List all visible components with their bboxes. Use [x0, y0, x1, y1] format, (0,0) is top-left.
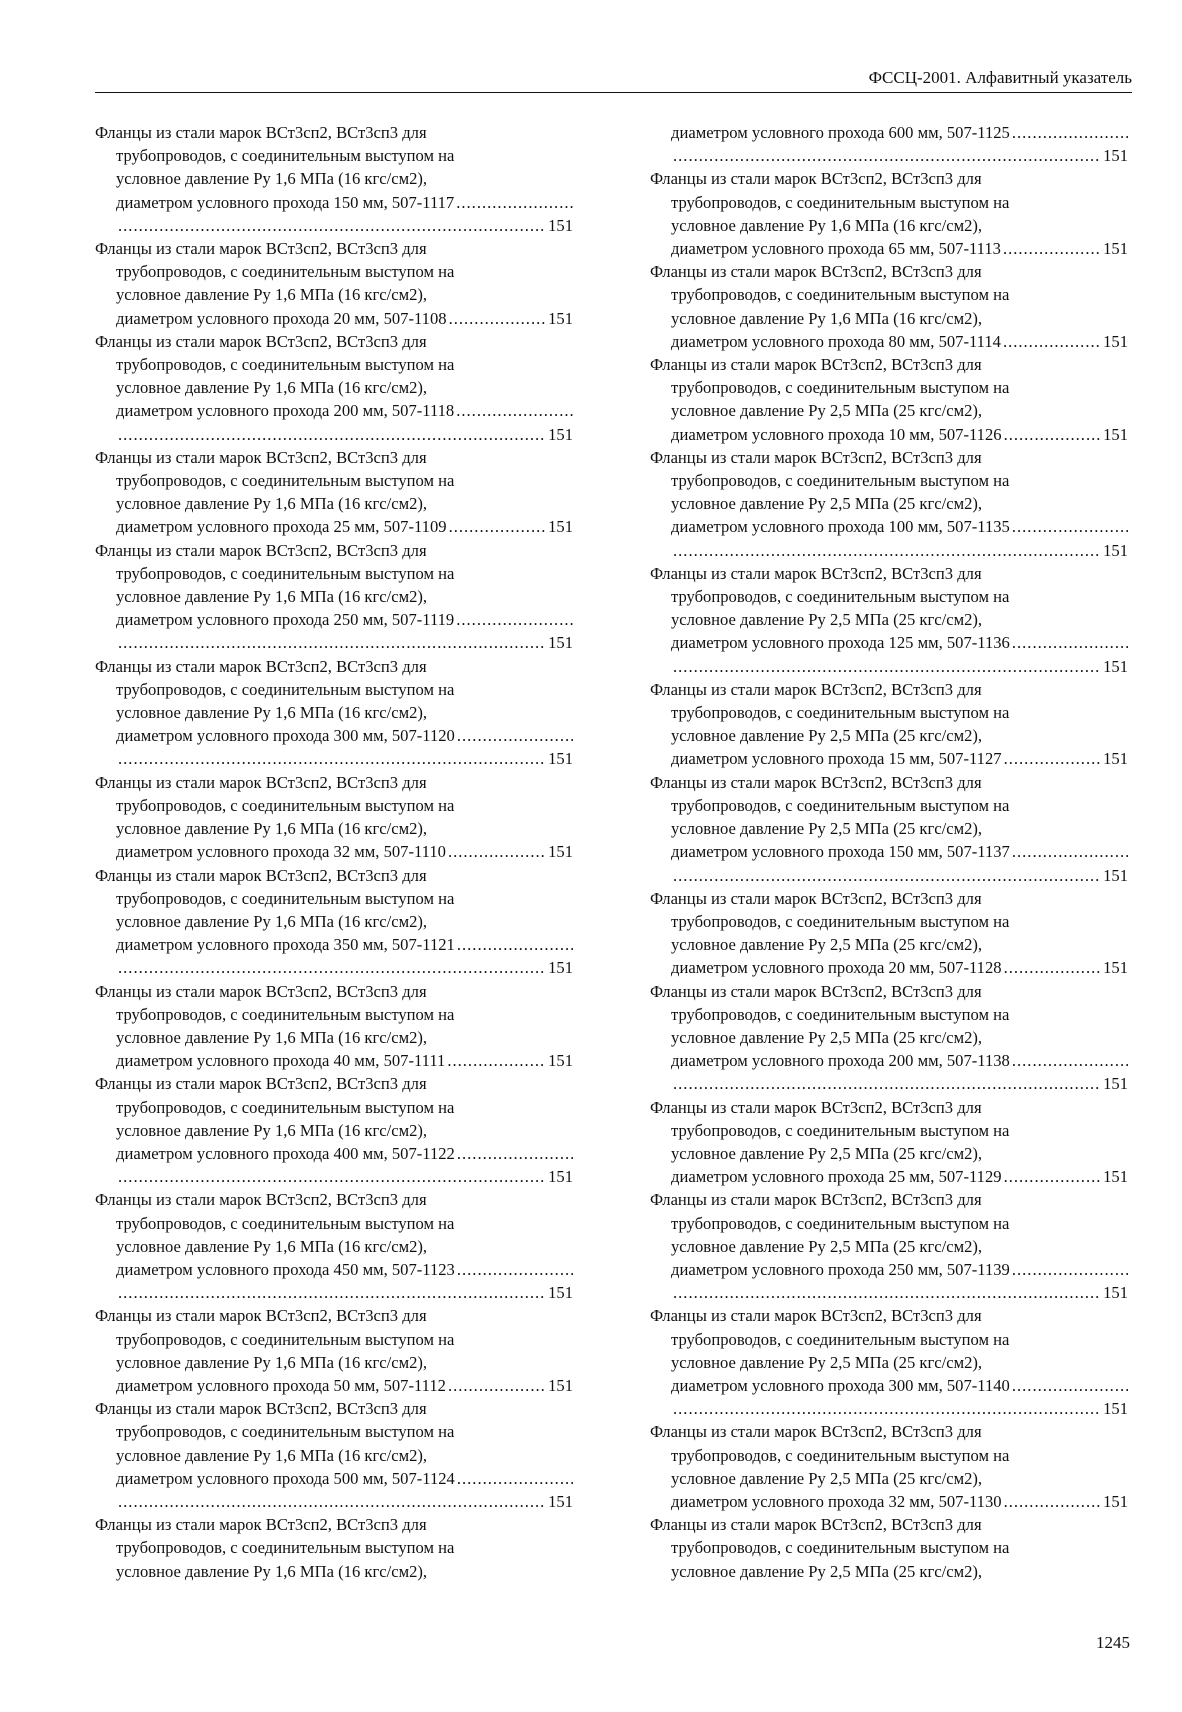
entry-line: условное давление Ру 2,5 МПа (25 кгс/см2),: [671, 935, 983, 955]
entry-tail-line: [95, 724, 573, 747]
entry-tail-line: [650, 515, 1128, 538]
entry-heading: Фланцы из стали марок ВСт3сп2, ВСт3сп3 для: [650, 169, 982, 189]
page-number: 1245: [1096, 1633, 1130, 1652]
entry-page-ref: 151: [1103, 424, 1128, 444]
entry-heading: Фланцы из стали марок ВСт3сп2, ВСт3сп3 для: [95, 239, 427, 259]
entry-heading: Фланцы из стали марок ВСт3сп2, ВСт3сп3 для: [650, 355, 982, 375]
entry-tail-line: [650, 237, 1128, 260]
entry-page-line: [650, 144, 1128, 167]
header-rule: [95, 92, 1132, 93]
dot-leader: [445, 1049, 546, 1072]
entry-tail-text: диаметром условного прохода 600 мм, 507-1125: [671, 123, 1010, 142]
entry-line: условное давление Ру 2,5 МПа (25 кгс/см2),: [671, 819, 983, 839]
entry-line: условное давление Ру 1,6 МПа (16 кгс/см2),: [116, 819, 428, 839]
entry-tail-line: [95, 933, 573, 956]
entry-tail-text: диаметром условного прохода 80 мм, 507-1114: [671, 331, 1001, 351]
index-entry: [650, 1096, 1128, 1189]
entry-tail-text: диаметром условного прохода 350 мм, 507-1121: [116, 935, 455, 955]
entry-tail-text: диаметром условного прохода 200 мм, 507-1118: [116, 401, 455, 421]
entry-tail-text: диаметром условного прохода 50 мм, 507-1112: [116, 1375, 446, 1395]
entry-tail-line: [95, 307, 573, 330]
entry-tail-text: диаметром условного прохода 400 мм, 507-1122: [116, 1143, 455, 1163]
dot-leader: [446, 840, 546, 863]
index-entry: [650, 678, 1128, 771]
entry-tail-text: диаметром условного прохода 300 мм, 507-1140: [671, 1375, 1010, 1395]
entry-line: трубопроводов, с соединительным выступом на: [671, 1213, 1010, 1233]
entry-line: трубопроводов, с соединительным выступом на: [671, 471, 1010, 491]
entry-heading: Фланцы из стали марок ВСт3сп2, ВСт3сп3 для: [95, 1399, 427, 1419]
entry-line: условное давление Ру 1,6 МПа (16 кгс/см2),: [116, 1445, 428, 1465]
index-entry: [95, 330, 573, 446]
dot-leader: [116, 747, 546, 770]
entry-tail-text: диаметром условного прохода 200 мм, 507-1138: [671, 1051, 1010, 1071]
entry-tail-text: диаметром условного прохода 32 мм, 507-1110: [116, 842, 446, 862]
entry-heading: Фланцы из стали марок ВСт3сп2, ВСт3сп3 для: [95, 123, 427, 142]
index-entry: [95, 771, 573, 864]
running-header: ФССЦ-2001. Алфавитный указатель: [868, 68, 1132, 87]
entry-line: трубопроводов, с соединительным выступом на: [116, 471, 455, 491]
index-entry: [95, 1072, 573, 1188]
entry-heading: Фланцы из стали марок ВСт3сп2, ВСт3сп3 для: [650, 679, 982, 699]
entry-tail-text: диаметром условного прохода 125 мм, 507-1136: [671, 633, 1010, 653]
dot-leader: [1010, 1374, 1128, 1397]
dot-leader: [671, 1072, 1101, 1095]
entry-line: трубопроводов, с соединительным выступом на: [116, 1538, 455, 1558]
entry-tail-line: [650, 121, 1128, 144]
index-entry: [650, 980, 1128, 1096]
index-entry: [650, 1513, 1128, 1583]
entry-line: условное давление Ру 1,6 МПа (16 кгс/см2),: [116, 1561, 428, 1581]
entry-page-ref: 151: [1103, 656, 1128, 676]
entry-page-line: [95, 1165, 573, 1188]
index-entry: [650, 353, 1128, 446]
entry-page-line: [95, 631, 573, 654]
entry-tail-line: [650, 956, 1128, 979]
entry-line: условное давление Ру 2,5 МПа (25 кгс/см2),: [671, 1027, 983, 1047]
index-entry: [95, 864, 573, 980]
dot-leader: [1002, 423, 1102, 446]
index-entry: [95, 446, 573, 539]
index-entry: [95, 655, 573, 771]
entry-tail-text: диаметром условного прохода 25 мм, 507-1129: [671, 1167, 1002, 1187]
entry-page-ref: 151: [1103, 1399, 1128, 1419]
entry-page-line: [650, 1072, 1128, 1095]
dot-leader: [447, 307, 547, 330]
dot-leader: [1010, 121, 1128, 144]
entry-heading: Фланцы из стали марок ВСт3сп2, ВСт3сп3 для: [650, 1515, 982, 1535]
entry-line: условное давление Ру 2,5 МПа (25 кгс/см2),: [671, 494, 983, 514]
index-entry: [650, 887, 1128, 980]
dot-leader: [1010, 840, 1128, 863]
dot-leader: [446, 1374, 546, 1397]
entry-line: трубопроводов, с соединительным выступом на: [671, 1120, 1010, 1140]
entry-tail-text: диаметром условного прохода 20 мм, 507-1108: [116, 308, 447, 328]
entry-tail-text: диаметром условного прохода 25 мм, 507-1109: [116, 517, 447, 537]
entry-page-line: [650, 1281, 1128, 1304]
index-entry: [95, 237, 573, 330]
entry-line: условное давление Ру 2,5 МПа (25 кгс/см2),: [671, 1236, 983, 1256]
entry-tail-text: диаметром условного прохода 150 мм, 507-1137: [671, 842, 1010, 862]
entry-line: условное давление Ру 1,6 МПа (16 кгс/см2),: [116, 911, 428, 931]
entry-page-ref: 151: [548, 1375, 573, 1395]
entry-page-ref: 151: [548, 517, 573, 537]
dot-leader: [455, 1467, 573, 1490]
entry-heading: Фланцы из стали марок ВСт3сп2, ВСт3сп3 для: [95, 447, 427, 467]
entry-page-ref: 151: [548, 215, 573, 235]
dot-leader: [116, 956, 546, 979]
dot-leader: [671, 864, 1101, 887]
entry-line: трубопроводов, с соединительным выступом на: [116, 1097, 455, 1117]
dot-leader: [671, 655, 1101, 678]
entry-page-ref: 151: [548, 424, 573, 444]
dot-leader: [1002, 747, 1102, 770]
entry-heading: Фланцы из стали марок ВСт3сп2, ВСт3сп3 для: [650, 888, 982, 908]
entry-tail-line: [95, 399, 573, 422]
entry-page-line: [650, 1397, 1128, 1420]
dot-leader: [116, 1490, 546, 1513]
entry-heading: Фланцы из стали марок ВСт3сп2, ВСт3сп3 для: [650, 262, 982, 282]
entry-line: трубопроводов, с соединительным выступом на: [671, 587, 1010, 607]
entry-heading: Фланцы из стали марок ВСт3сп2, ВСт3сп3 для: [95, 540, 427, 560]
entry-tail-line: [95, 1258, 573, 1281]
entry-tail-text: диаметром условного прохода 250 мм, 507-1139: [671, 1259, 1010, 1279]
dot-leader: [1002, 1165, 1102, 1188]
dot-leader: [116, 631, 546, 654]
entry-page-line: [650, 864, 1128, 887]
entry-page-ref: 151: [548, 1051, 573, 1071]
dot-leader: [116, 1165, 546, 1188]
entry-line: трубопроводов, с соединительным выступом на: [116, 795, 455, 815]
entry-line: трубопроводов, с соединительным выступом на: [116, 888, 455, 908]
entry-heading: Фланцы из стали марок ВСт3сп2, ВСт3сп3 для: [95, 1515, 427, 1535]
index-entry: [650, 121, 1128, 167]
entry-page-ref: 151: [548, 308, 573, 328]
dot-leader: [447, 515, 547, 538]
dot-leader: [455, 933, 573, 956]
entry-tail-line: [650, 840, 1128, 863]
entry-heading: Фланцы из стали марок ВСт3сп2, ВСт3сп3 для: [95, 1306, 427, 1326]
index-entry: [650, 771, 1128, 887]
dot-leader: [671, 1397, 1101, 1420]
entry-line: трубопроводов, с соединительным выступом на: [116, 1213, 455, 1233]
dot-leader: [454, 191, 573, 214]
dot-leader: [455, 1258, 573, 1281]
entry-line: условное давление Ру 1,6 МПа (16 кгс/см2),: [671, 308, 983, 328]
index-entry: [95, 121, 573, 237]
entry-page-ref: 151: [548, 842, 573, 862]
entry-line: трубопроводов, с соединительным выступом на: [671, 192, 1010, 212]
entry-page-ref: 151: [548, 1283, 573, 1303]
entry-heading: Фланцы из стали марок ВСт3сп2, ВСт3сп3 для: [95, 331, 427, 351]
entry-line: трубопроводов, с соединительным выступом на: [116, 146, 455, 166]
entry-page-ref: 151: [1103, 1491, 1128, 1511]
entry-tail-line: [650, 1490, 1128, 1513]
dot-leader: [1010, 1258, 1128, 1281]
entry-line: трубопроводов, с соединительным выступом на: [116, 563, 455, 583]
entry-tail-text: диаметром условного прохода 15 мм, 507-1127: [671, 749, 1002, 769]
index-entry: [650, 562, 1128, 678]
entry-heading: Фланцы из стали марок ВСт3сп2, ВСт3сп3 для: [650, 981, 982, 1001]
entry-page-line: [95, 423, 573, 446]
entry-line: условное давление Ру 1,6 МПа (16 кгс/см2),: [116, 169, 428, 189]
entry-line: условное давление Ру 2,5 МПа (25 кгс/см2),: [671, 1468, 983, 1488]
entry-tail-line: [650, 631, 1128, 654]
dot-leader: [671, 539, 1101, 562]
entry-tail-text: диаметром условного прохода 65 мм, 507-1113: [671, 239, 1001, 259]
entry-page-line: [650, 539, 1128, 562]
entry-tail-text: диаметром условного прохода 150 мм, 507-1117: [116, 192, 455, 212]
dot-leader: [116, 423, 546, 446]
dot-leader: [1001, 237, 1101, 260]
entry-line: условное давление Ру 1,6 МПа (16 кгс/см2),: [116, 494, 428, 514]
entry-line: трубопроводов, с соединительным выступом на: [671, 911, 1010, 931]
dot-leader: [1010, 515, 1128, 538]
entry-line: условное давление Ру 1,6 МПа (16 кгс/см2),: [116, 1120, 428, 1140]
entry-line: трубопроводов, с соединительным выступом на: [671, 378, 1010, 398]
entry-heading: Фланцы из стали марок ВСт3сп2, ВСт3сп3 для: [650, 1190, 982, 1210]
dot-leader: [671, 144, 1101, 167]
entry-heading: Фланцы из стали марок ВСт3сп2, ВСт3сп3 для: [650, 563, 982, 583]
entry-line: условное давление Ру 1,6 МПа (16 кгс/см2),: [116, 1236, 428, 1256]
entry-line: условное давление Ру 1,6 МПа (16 кгс/см2),: [116, 378, 428, 398]
entry-page-ref: 151: [548, 1491, 573, 1511]
entry-line: трубопроводов, с соединительным выступом на: [671, 1329, 1010, 1349]
entry-page-ref: 151: [1103, 1167, 1128, 1187]
entry-tail-line: [95, 608, 573, 631]
dot-leader: [454, 399, 573, 422]
entry-heading: Фланцы из стали марок ВСт3сп2, ВСт3сп3 для: [650, 447, 982, 467]
entry-heading: Фланцы из стали марок ВСт3сп2, ВСт3сп3 для: [650, 1097, 982, 1117]
index-entry: [95, 1513, 573, 1583]
entry-line: условное давление Ру 2,5 МПа (25 кгс/см2),: [671, 401, 983, 421]
entry-tail-text: диаметром условного прохода 32 мм, 507-1130: [671, 1491, 1002, 1511]
entry-heading: Фланцы из стали марок ВСт3сп2, ВСт3сп3 для: [95, 656, 427, 676]
entry-page-line: [95, 1281, 573, 1304]
index-entry: [95, 980, 573, 1073]
entry-line: условное давление Ру 1,6 МПа (16 кгс/см2),: [116, 285, 428, 305]
entry-heading: Фланцы из стали марок ВСт3сп2, ВСт3сп3 для: [95, 1074, 427, 1094]
entry-tail-line: [95, 515, 573, 538]
entry-line: трубопроводов, с соединительным выступом на: [116, 1004, 455, 1024]
entry-tail-line: [95, 840, 573, 863]
entry-page-ref: 151: [1103, 331, 1128, 351]
entry-heading: Фланцы из стали марок ВСт3сп2, ВСт3сп3 для: [650, 772, 982, 792]
entry-tail-line: [95, 1049, 573, 1072]
index-entry: [650, 1188, 1128, 1304]
entry-heading: Фланцы из стали марок ВСт3сп2, ВСт3сп3 для: [650, 1306, 982, 1326]
entry-line: условное давление Ру 2,5 МПа (25 кгс/см2),: [671, 1352, 983, 1372]
entry-tail-text: диаметром условного прохода 40 мм, 507-1111: [116, 1051, 446, 1071]
entry-line: трубопроводов, с соединительным выступом на: [116, 679, 455, 699]
entry-line: трубопроводов, с соединительным выступом на: [116, 1329, 455, 1349]
dot-leader: [1002, 956, 1102, 979]
entry-page-ref: 151: [1103, 1074, 1128, 1094]
entry-page-ref: 151: [1103, 1283, 1128, 1303]
entry-heading: Фланцы из стали марок ВСт3сп2, ВСт3сп3 для: [95, 1190, 427, 1210]
entry-page-line: [95, 1490, 573, 1513]
entry-tail-line: [650, 1258, 1128, 1281]
entry-line: условное давление Ру 2,5 МПа (25 кгс/см2),: [671, 610, 983, 630]
entry-line: условное давление Ру 1,6 МПа (16 кгс/см2),: [116, 587, 428, 607]
entry-tail-line: [95, 1374, 573, 1397]
index-entry: [650, 446, 1128, 562]
entry-tail-line: [95, 191, 573, 214]
entry-page-ref: 151: [1103, 958, 1128, 978]
entry-tail-line: [650, 1049, 1128, 1072]
entry-tail-text: диаметром условного прохода 300 мм, 507-1120: [116, 726, 455, 746]
entry-line: трубопроводов, с соединительным выступом на: [116, 262, 455, 282]
entry-line: условное давление Ру 2,5 МПа (25 кгс/см2),: [671, 1561, 983, 1581]
entry-tail-text: диаметром условного прохода 450 мм, 507-1123: [116, 1259, 455, 1279]
index-entry: [650, 1420, 1128, 1513]
entry-page-line: [650, 655, 1128, 678]
entry-tail-line: [650, 1165, 1128, 1188]
dot-leader: [1010, 1049, 1128, 1072]
entry-page-ref: 151: [548, 633, 573, 653]
entry-heading: Фланцы из стали марок ВСт3сп2, ВСт3сп3 для: [95, 772, 427, 792]
index-entry: [95, 1304, 573, 1397]
entry-tail-line: [650, 747, 1128, 770]
entry-tail-text: диаметром условного прохода 250 мм, 507-1119: [116, 610, 455, 630]
entry-line: трубопроводов, с соединительным выступом на: [671, 285, 1010, 305]
entry-tail-line: [95, 1467, 573, 1490]
entry-page-ref: 151: [1103, 540, 1128, 560]
dot-leader: [671, 1281, 1101, 1304]
entry-line: условное давление Ру 1,6 МПа (16 кгс/см2),: [671, 215, 983, 235]
index-column-right: [650, 121, 1128, 1583]
entry-page-ref: 151: [548, 1167, 573, 1187]
entry-line: трубопроводов, с соединительным выступом на: [116, 1422, 455, 1442]
entry-page-ref: 151: [1103, 146, 1128, 166]
index-entry: [95, 1397, 573, 1513]
entry-heading: Фланцы из стали марок ВСт3сп2, ВСт3сп3 для: [95, 865, 427, 885]
entry-page-line: [95, 956, 573, 979]
entry-tail-line: [650, 1374, 1128, 1397]
entry-tail-line: [650, 423, 1128, 446]
entry-line: условное давление Ру 1,6 МПа (16 кгс/см2),: [116, 1352, 428, 1372]
entry-line: трубопроводов, с соединительным выступом на: [671, 795, 1010, 815]
entry-line: трубопроводов, с соединительным выступом на: [671, 1445, 1010, 1465]
dot-leader: [116, 214, 546, 237]
entry-page-ref: 151: [548, 749, 573, 769]
entry-page-line: [95, 747, 573, 770]
entry-heading: Фланцы из стали марок ВСт3сп2, ВСт3сп3 для: [650, 1422, 982, 1442]
index-entry: [95, 539, 573, 655]
dot-leader: [1002, 1490, 1102, 1513]
entry-tail-text: диаметром условного прохода 20 мм, 507-1128: [671, 958, 1002, 978]
entry-page-ref: 151: [548, 958, 573, 978]
index-entry: [650, 1304, 1128, 1420]
entry-tail-line: [650, 330, 1128, 353]
entry-page-ref: 151: [1103, 749, 1128, 769]
entry-tail-text: диаметром условного прохода 500 мм, 507-1124: [116, 1468, 455, 1488]
entry-page-ref: 151: [1103, 239, 1128, 259]
entry-heading: Фланцы из стали марок ВСт3сп2, ВСт3сп3 для: [95, 981, 427, 1001]
entry-line: трубопроводов, с соединительным выступом на: [671, 1538, 1010, 1558]
dot-leader: [455, 724, 573, 747]
entry-page-line: [95, 214, 573, 237]
index-column-left: [95, 121, 573, 1583]
entry-line: условное давление Ру 2,5 МПа (25 кгс/см2),: [671, 726, 983, 746]
entry-page-ref: 151: [1103, 865, 1128, 885]
index-entry: [650, 167, 1128, 260]
entry-tail-text: диаметром условного прохода 100 мм, 507-1135: [671, 517, 1010, 537]
entry-line: условное давление Ру 1,6 МПа (16 кгс/см2),: [116, 1027, 428, 1047]
entry-line: условное давление Ру 2,5 МПа (25 кгс/см2),: [671, 1143, 983, 1163]
index-entry: [650, 260, 1128, 353]
entry-tail-line: [95, 1142, 573, 1165]
dot-leader: [455, 1142, 573, 1165]
index-entry: [95, 1188, 573, 1304]
entry-line: трубопроводов, с соединительным выступом на: [671, 1004, 1010, 1024]
entry-line: условное давление Ру 1,6 МПа (16 кгс/см2),: [116, 703, 428, 723]
dot-leader: [116, 1281, 546, 1304]
entry-line: трубопроводов, с соединительным выступом на: [671, 703, 1010, 723]
entry-tail-text: диаметром условного прохода 10 мм, 507-1126: [671, 424, 1002, 444]
dot-leader: [454, 608, 573, 631]
entry-line: трубопроводов, с соединительным выступом на: [116, 355, 455, 375]
dot-leader: [1001, 330, 1101, 353]
dot-leader: [1010, 631, 1128, 654]
